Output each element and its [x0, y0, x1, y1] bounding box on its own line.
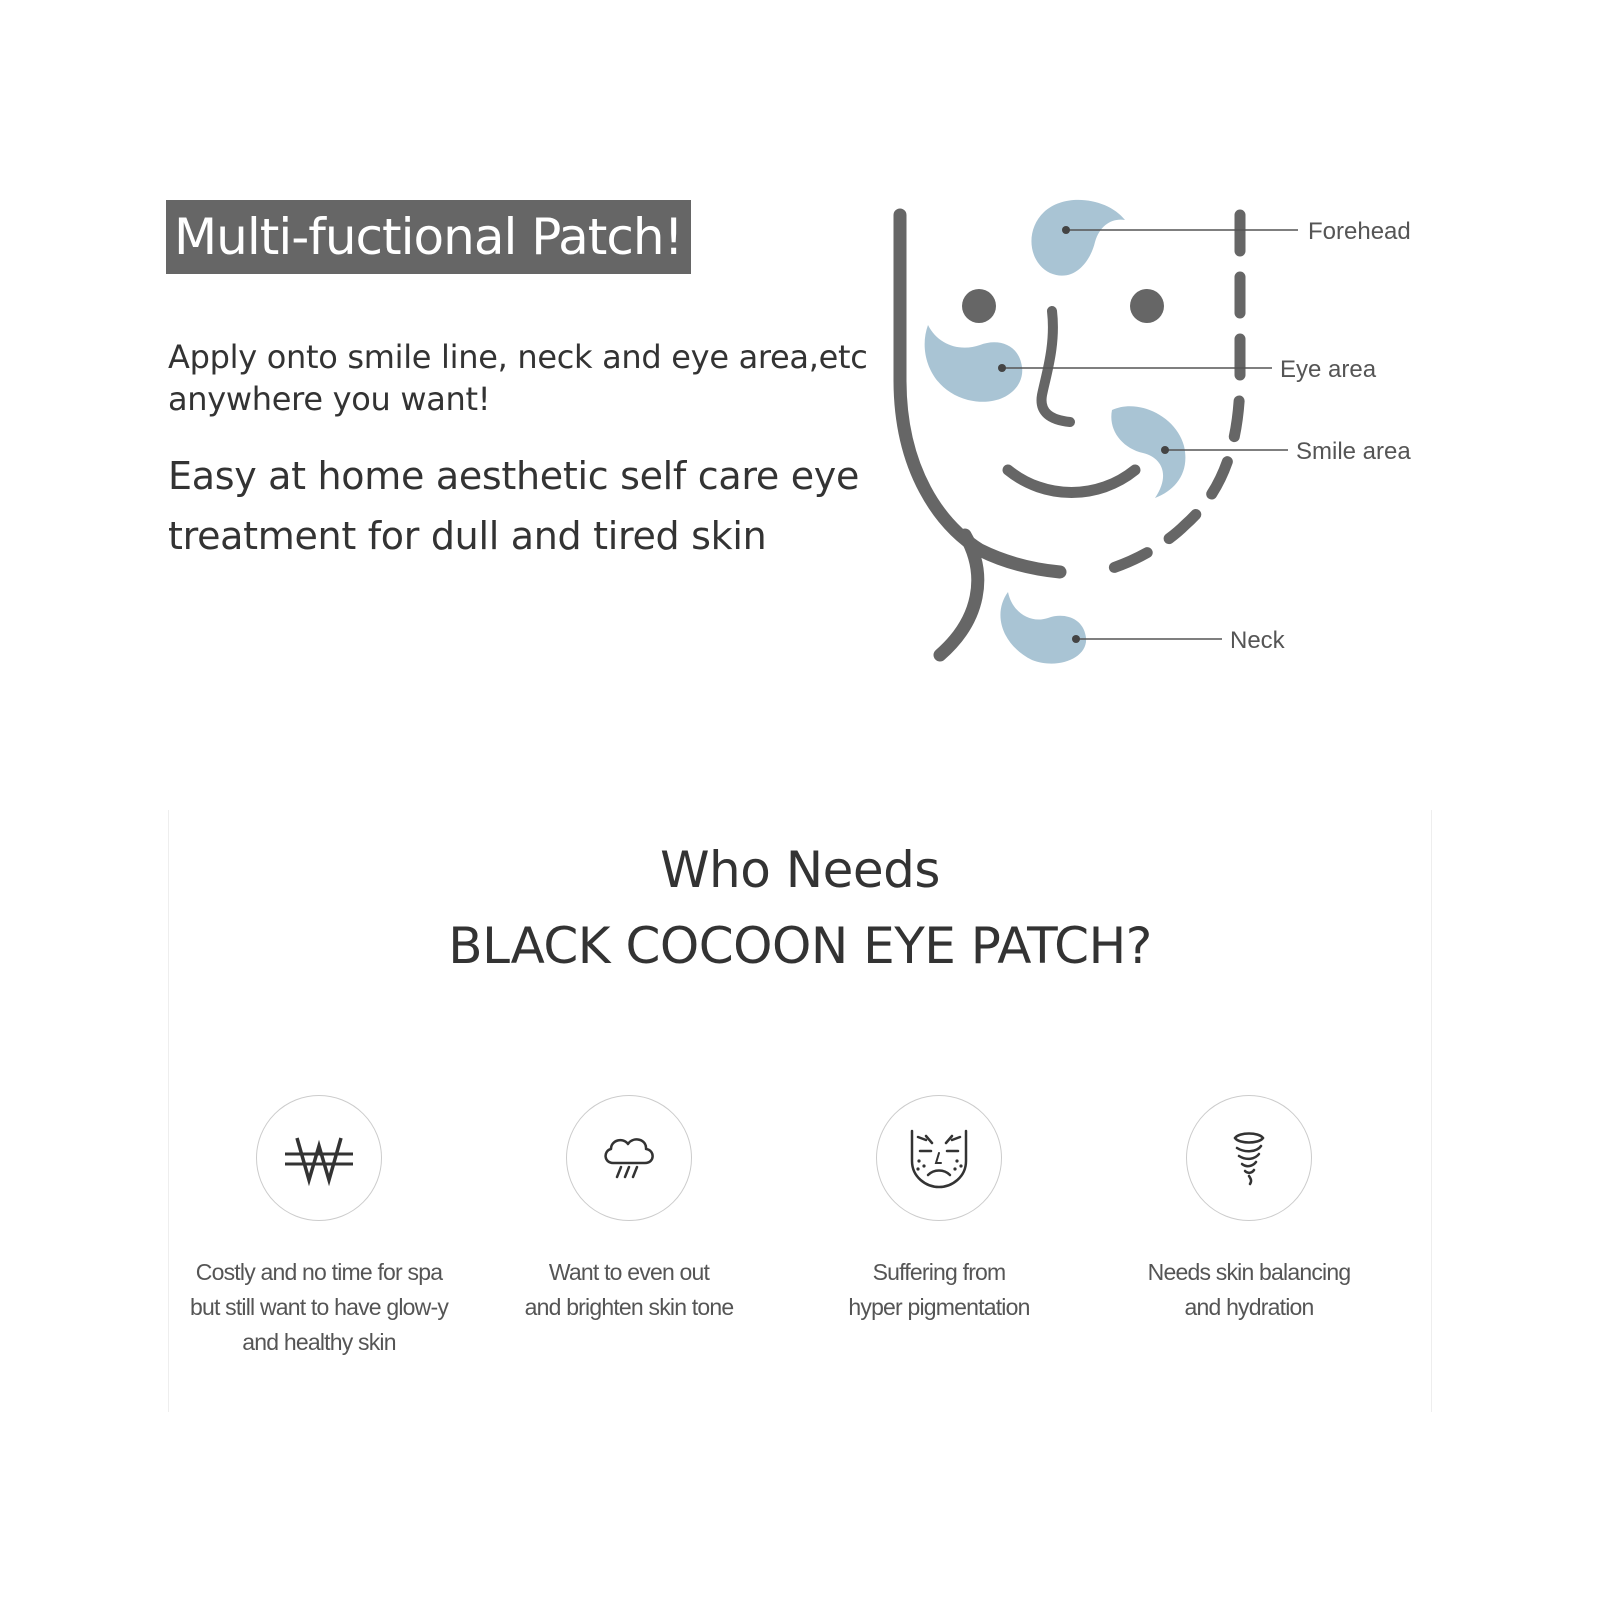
- eye-area-patch: [925, 325, 1023, 402]
- forehead-label: Forehead: [1308, 218, 1411, 245]
- who-needs-title: [169, 832, 1431, 984]
- tornado-icon: [1229, 1128, 1269, 1188]
- need-description: Needs skin balancing and hydration: [1147, 1259, 1351, 1320]
- icon-circle: [566, 1095, 692, 1221]
- need-item-pigmentation: [789, 1095, 1089, 1325]
- smile: [1008, 470, 1135, 493]
- who-needs-section: [168, 810, 1432, 1412]
- icon-circle: [876, 1095, 1002, 1221]
- need-description: Want to even out and brighten skin tone: [524, 1259, 734, 1320]
- who-needs-title-line2: BLACK COCOON EYE PATCH?: [448, 917, 1152, 975]
- icon-circle: [256, 1095, 382, 1221]
- spotted-face-icon: [904, 1125, 974, 1191]
- neck-patch: [1000, 592, 1086, 664]
- icon-circle: [1186, 1095, 1312, 1221]
- neck-outline: [940, 535, 978, 655]
- application-description: Apply onto smile line, neck and eye area,etc anywhere you want!: [168, 338, 868, 418]
- eye-area-label: Eye area: [1280, 356, 1377, 383]
- face-zone-diagram: [880, 180, 1480, 700]
- rain-cloud-icon: [599, 1133, 659, 1183]
- won-currency-icon: [279, 1128, 359, 1188]
- need-description: Costly and no time for spa but still want to have glow-y and healthy skin: [189, 1259, 449, 1355]
- need-description: Suffering from hyper pigmentation: [848, 1259, 1030, 1320]
- face-profile-dashed: [1095, 215, 1240, 573]
- multifunction-section: [0, 0, 1600, 760]
- need-item-skin-tone: [479, 1095, 779, 1325]
- section-title: Multi-fuctional Patch!: [166, 200, 691, 274]
- need-item-hydration: [1099, 1095, 1399, 1325]
- forehead-patch: [1031, 200, 1125, 276]
- neck-label: Neck: [1230, 627, 1285, 654]
- who-needs-title-line1: Who Needs: [660, 841, 940, 899]
- need-item-spa: [169, 1095, 469, 1360]
- left-eye: [962, 289, 996, 323]
- nose: [1042, 311, 1070, 422]
- treatment-description: Easy at home aesthetic self care eye treatment for dull and tired skin: [168, 454, 860, 558]
- right-eye: [1130, 289, 1164, 323]
- smile-area-label: Smile area: [1296, 438, 1411, 465]
